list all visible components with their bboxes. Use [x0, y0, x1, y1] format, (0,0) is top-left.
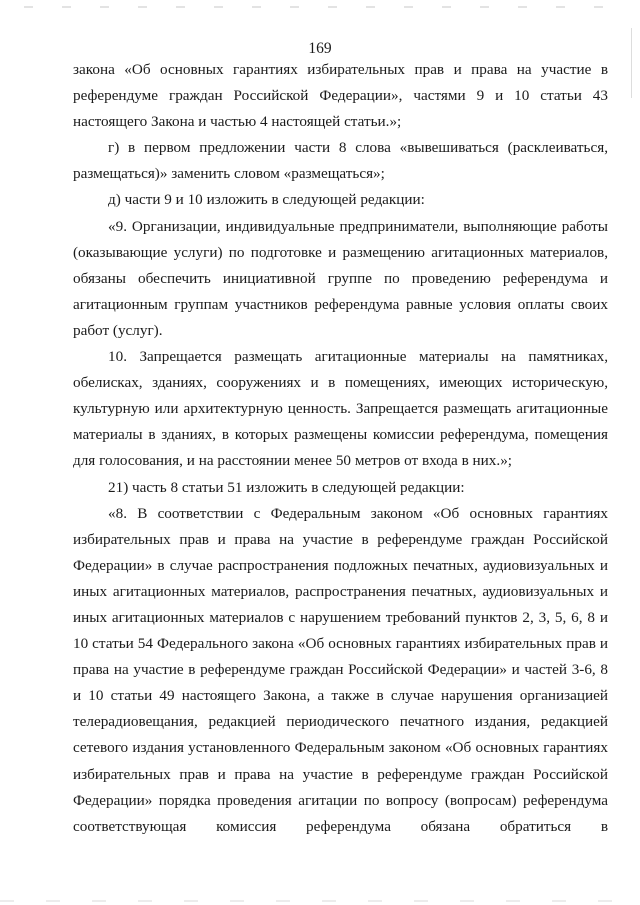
text-line: иных агитационных материалов, распространения печатных, аудиовизуальных и: [73, 582, 608, 600]
text-line: «8. В соответствии с Федеральным законом «Об основных гарантиях: [108, 504, 608, 522]
page-number: 169: [308, 40, 332, 57]
text-line: агитационным группам участников референдума равные условия оплаты своих: [73, 295, 608, 313]
text-line: обязаны обеспечить инициативной группе по проведению референдума и: [73, 269, 608, 287]
text-line: размещаться)» заменить словом «размещаться»;: [73, 165, 385, 183]
text-line: для голосования, и на расстоянии менее 50 метров от входа в них.»;: [73, 452, 513, 470]
text-line: настоящего Закона и частью 4 настоящей статьи.»;: [73, 113, 402, 131]
text-line: соответствующая комиссия референдума обязана обратиться в: [73, 817, 608, 835]
text-line: избирательных прав и права на участие в референдуме граждан Российской: [73, 765, 608, 783]
text-line: обелисках, зданиях, сооружениях и в помещениях, имеющих историческую,: [73, 374, 608, 392]
text-line: закона «Об основных гарантиях избирательных прав и права на участие в: [73, 61, 608, 78]
text-line: Федерации» в случае распространения подложных печатных, аудиовизуальных и: [73, 556, 608, 574]
document-body: [73, 57, 608, 840]
text-line: избирательных прав и права на участие в референдуме граждан Российской: [73, 530, 608, 548]
text-line: сетевого издания установленного Федеральным законом «Об основных гарантиях: [73, 739, 608, 757]
text-line: права на участие в референдуме граждан Российской Федерации» и частей 3-6, 8: [73, 661, 608, 679]
text-line: д) части 9 и 10 изложить в следующей редакции:: [108, 191, 425, 209]
scan-edge-right: [631, 28, 633, 98]
text-line: (оказывающие услуги) по подготовке и размещению агитационных материалов,: [73, 243, 608, 261]
text-line: иных агитационных материалов с нарушением требований пунктов 2, 3, 5, 6, 8 и: [73, 608, 608, 626]
text-line: г) в первом предложении части 8 слова «вывешиваться (расклеиваться,: [108, 139, 608, 157]
text-line: и 10 статьи 49 настоящего Закона, а также в случае нарушения организацией: [73, 687, 608, 705]
text-line: работ (услуг).: [73, 321, 163, 339]
scan-edge-top: [24, 6, 620, 8]
text-line: телерадиовещания, редакцией периодического печатного издания, редакцией: [73, 713, 608, 731]
scan-edge-bottom: [0, 900, 640, 902]
text-line: культурную или архитектурную ценность. Запрещается размещать агитационные: [73, 400, 608, 418]
text-line: 10 статьи 54 Федерального закона «Об основных гарантиях избирательных прав и: [73, 635, 608, 653]
text-line: материалы в зданиях, в которых размещены комиссии референдума, помещения: [73, 426, 608, 444]
text-line: 21) часть 8 статьи 51 изложить в следующей редакции:: [108, 478, 465, 496]
text-line: референдуме граждан Российской Федерации», частями 9 и 10 статьи 43: [73, 87, 608, 105]
text-line: «9. Организации, индивидуальные предприниматели, выполняющие работы: [108, 217, 608, 235]
text-line: 10. Запрещается размещать агитационные материалы на памятниках,: [108, 348, 608, 366]
text-line: Федерации» порядка проведения агитации по вопросу (вопросам) референдума: [73, 791, 608, 809]
